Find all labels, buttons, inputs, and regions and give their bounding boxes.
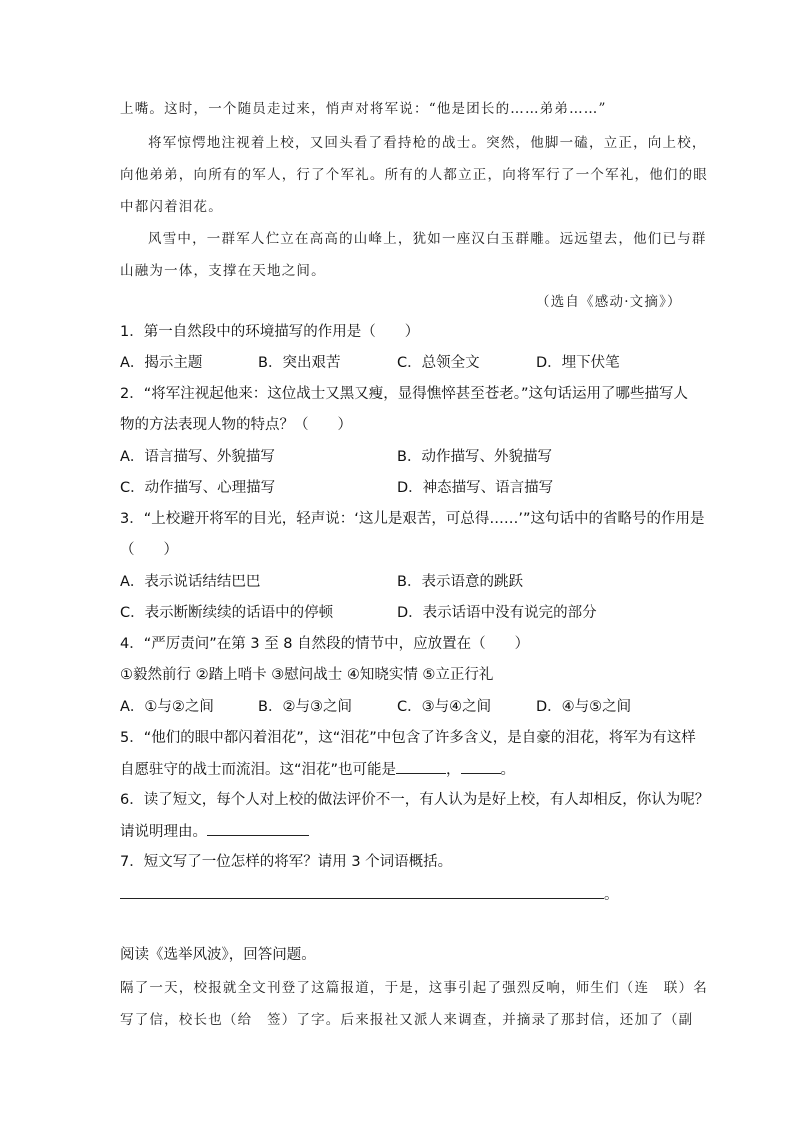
q7-line-1: 7．短文写了一位怎样的将军？请用 3 个词语概括。 bbox=[120, 854, 453, 870]
q4-option-a: A．①与②之间 bbox=[120, 699, 214, 715]
next-section-line-1: 隔了一天，校报就全文刊登了这篇报道，于是，这事引起了强烈反响，师生们（连 联）名 bbox=[120, 980, 708, 996]
passage-line-5: 风雪中，一群军人伫立在高高的山峰上，犹如一座汉白玉群雕。远远望去，他们已与群 bbox=[148, 231, 707, 247]
q3-option-b: B．表示语意的跳跃 bbox=[397, 574, 523, 590]
q7-answer-line bbox=[120, 884, 619, 905]
q3-stem-line-1: 3．“上校避开将军的目光，轻声说：‘这儿是艰苦，可总得……’”这句话中的省略号的作用是 bbox=[120, 511, 705, 527]
q3-option-c: C．表示断断续续的话语中的停顿 bbox=[120, 605, 334, 621]
q2-stem-line-2: 物的方法表现人物的特点？（ ） bbox=[120, 417, 352, 433]
q1-option-b: B．突出艰苦 bbox=[258, 355, 341, 371]
passage-source: （选自《感动·文摘》） bbox=[536, 294, 682, 310]
q1-option-a: A．揭示主题 bbox=[120, 355, 203, 371]
q4-stem: 4．“严厉责问”在第 3 至 8 自然段的情节中，应放置在（ ） bbox=[120, 636, 530, 652]
q7-answer-blank[interactable] bbox=[120, 884, 604, 899]
q5-line-2-text: 自愿驻守的战士而流泪。这“泪花”也可能是 bbox=[120, 762, 397, 778]
passage-line-2: 将军惊愕地注视着上校，又回头看了看持枪的战士。突然，他脚一磕，立正，向上校， bbox=[148, 135, 707, 151]
next-section-title: 阅读《选举风波》，回答问题。 bbox=[120, 947, 316, 963]
q4-events: ①毅然前行 ②踏上哨卡 ③慰问战士 ④知晓实情 ⑤立正行礼 bbox=[120, 667, 494, 683]
q5-line-2 bbox=[120, 759, 515, 780]
q1-option-d: D．埋下伏笔 bbox=[536, 355, 620, 371]
passage-line-6: 山融为一体，支撑在天地之间。 bbox=[120, 263, 326, 279]
q6-answer-blank[interactable] bbox=[207, 821, 309, 836]
q2-option-a: A．语言描写、外貌描写 bbox=[120, 449, 275, 465]
q5-separator: ， bbox=[446, 762, 461, 778]
q3-stem-line-2: （ ） bbox=[120, 542, 178, 558]
q6-line-2 bbox=[120, 821, 309, 842]
q2-option-b: B．动作描写、外貌描写 bbox=[397, 449, 552, 465]
q3-option-d: D．表示话语中没有说完的部分 bbox=[397, 605, 597, 621]
q2-option-d: D．神态描写、语言描写 bbox=[397, 480, 554, 496]
passage-line-3: 向他弟弟，向所有的军人，行了个军礼。所有的人都立正，向将军行了一个军礼，他们的眼 bbox=[120, 167, 708, 183]
q5-end-mark: 。 bbox=[500, 762, 516, 778]
q2-stem-line-1: 2．“将军注视起他来：这位战士又黑又瘦，显得憔悴甚至苍老。”这句话运用了哪些描写人 bbox=[120, 386, 688, 402]
q4-option-c: C．③与④之间 bbox=[397, 699, 492, 715]
q3-option-a: A．表示说话结结巴巴 bbox=[120, 574, 261, 590]
q2-option-c: C．动作描写、心理描写 bbox=[120, 480, 276, 496]
q5-line-1: 5．“他们的眼中都闪着泪花”，这“泪花”中包含了许多含义，是自豪的泪花，将军为有这样 bbox=[120, 730, 696, 746]
passage-line-4: 中都闪着泪花。 bbox=[120, 199, 223, 215]
q4-option-d: D．④与⑤之间 bbox=[536, 699, 632, 715]
q5-answer-blank-1[interactable] bbox=[396, 759, 446, 774]
passage-line-1: 上嘴。这时，一个随员走过来，悄声对将军说：“他是团长的……弟弟……” bbox=[120, 101, 607, 117]
q7-end-mark: 。 bbox=[604, 887, 619, 903]
next-section-line-2: 写了信，校长也（给 签）了字。后来报社又派人来调查，并摘录了那封信，还加了（副 bbox=[120, 1012, 694, 1028]
q5-answer-blank-2[interactable] bbox=[461, 759, 501, 774]
q4-option-b: B．②与③之间 bbox=[258, 699, 352, 715]
q6-line-2-text: 请说明理由。 bbox=[120, 824, 207, 840]
q6-line-1: 6．读了短文，每个人对上校的做法评价不一，有人认为是好上校，有人却相反，你认为呢？ bbox=[120, 792, 710, 808]
q1-option-c: C．总领全文 bbox=[397, 355, 480, 371]
q1-stem: 1．第一自然段中的环境描写的作用是（ ） bbox=[120, 324, 420, 340]
